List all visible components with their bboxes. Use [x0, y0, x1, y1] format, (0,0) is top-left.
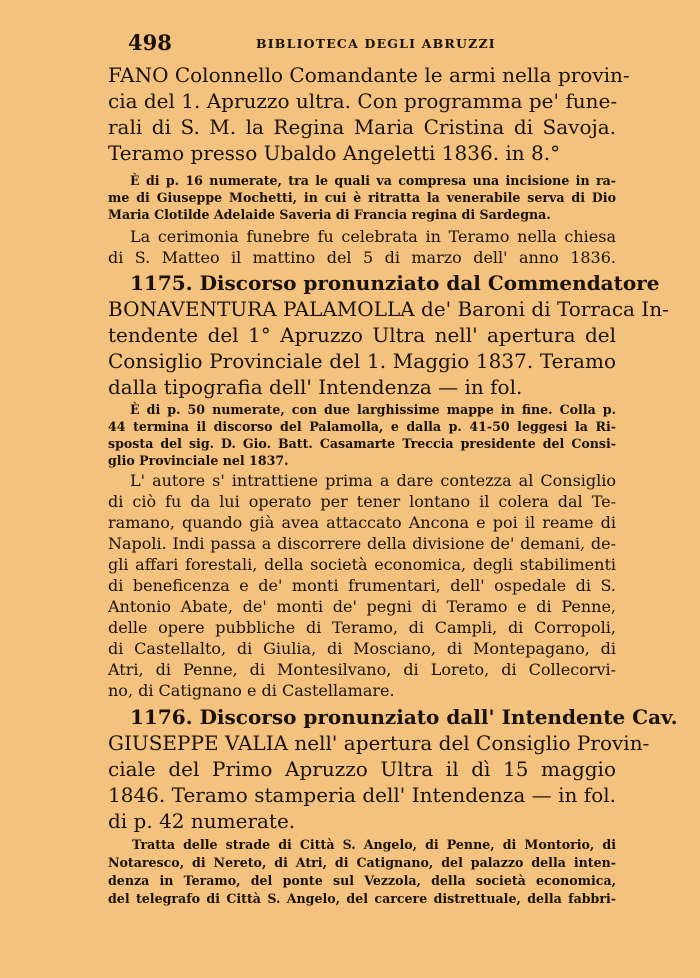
- entry-1176-line-5: di p. 42 numerate.: [108, 809, 296, 833]
- entry-1175-note-line-1: È di p. 50 numerate, con due larghissime mappe in fine. Colla p.: [130, 402, 616, 417]
- running-title: BIBLIOTECA DEGLI ABRUZZI: [256, 36, 496, 51]
- entry-1175-comment-line-3: ramano, quando già avea attaccato Ancona e poi il reame di: [108, 513, 616, 532]
- entry-1174-note-line-3: Maria Clotilde Adelaide Saveria di Francia regina di Sardegna.: [108, 207, 551, 222]
- entry-1175-line-2: BONAVENTURA PALAMOLLA de' Baroni di Torraca In-: [108, 297, 669, 321]
- entry-1175-comment-line-11: no, di Catignano e di Castellamare.: [108, 681, 395, 700]
- entry-1174-note-line-2: me di Giuseppe Mochetti, in cui è ritratta la venerabile serva di Dio: [108, 190, 616, 205]
- page-header: [128, 30, 616, 56]
- entry-1176-line-3: ciale del Primo Apruzzo Ultra il dì 15 maggio: [108, 757, 616, 781]
- entry-1175-comment-line-10: Atri, di Penne, di Montesilvano, di Loreto, di Collecorvi-: [108, 660, 616, 679]
- entry-1175-comment-line-5: gli affari forestali, della società economica, degli stabilimenti: [108, 555, 616, 574]
- entry-1175-line-3: tendente del 1° Apruzzo Ultra nell' apertura del: [108, 323, 616, 347]
- entry-1174-comment-line-2: di S. Matteo il mattino del 5 di marzo dell' anno 1836.: [108, 248, 616, 267]
- entry-1174-line-4: Teramo presso Ubaldo Angeletti 1836. in 8.°: [108, 141, 561, 165]
- entry-1175-comment-line-6: di beneficenza e de' monti frumentari, dell' ospedale di S.: [108, 576, 616, 595]
- entry-1174-line-3: rali di S. M. la Regina Maria Cristina di Savoja.: [108, 115, 616, 139]
- entry-1174-comment-line-1: La cerimonia funebre fu celebrata in Teramo nella chiesa: [130, 227, 616, 246]
- entry-1176-note-line-3: denza in Teramo, del ponte sul Vezzola, della società economica,: [108, 873, 616, 888]
- entry-1175-line-5: dalla tipografia dell' Intendenza — in fol.: [108, 375, 523, 399]
- entry-1175-comment-line-2: di ciò fu da lui operato per tener lontano il colera dal Te-: [108, 492, 616, 511]
- entry-1175-comment-line-1: L' autore s' intrattiene prima a dare contezza al Consiglio: [130, 471, 616, 490]
- entry-1175-comment-line-8: delle opere pubbliche di Teramo, di Campli, di Corropoli,: [108, 618, 616, 637]
- entry-1176-line-2: GIUSEPPE VALIA nell' apertura del Consiglio Provin-: [108, 731, 650, 755]
- entry-1174-line-1: FANO Colonnello Comandante le armi nella provin-: [108, 63, 630, 87]
- entry-1174-note-line-1: È di p. 16 numerate, tra le quali va compresa una incisione in ra-: [130, 173, 616, 188]
- entry-1175-note-line-2: 44 termina il discorso del Palamolla, e dalla p. 41-50 leggesi la Ri-: [108, 419, 616, 434]
- entry-1174-line-2: cia del 1. Apruzzo ultra. Con programma pe' fune-: [108, 89, 618, 113]
- entry-1175-note-line-3: sposta del sig. D. Gio. Batt. Casamarte Treccia presidente del Consi-: [108, 436, 616, 451]
- page-number: 498: [128, 30, 172, 55]
- entry-1175-comment-line-9: di Castellalto, di Giulia, di Mosciano, di Montepagano, di: [108, 639, 616, 658]
- entry-1176-line-1: 1176. Discorso pronunziato dall' Intendente Cav.: [130, 705, 678, 729]
- entry-1176-note-line-1: Tratta delle strade di Città S. Angelo, di Penne, di Montorio, di: [132, 837, 616, 852]
- entry-1175-comment-line-7: Antonio Abate, de' monti de' pegni di Teramo e di Penne,: [108, 597, 616, 616]
- entry-1176-note-line-4: del telegrafo di Città S. Angelo, del carcere distrettuale, della fabbri-: [108, 891, 616, 906]
- entry-1175-line-1: 1175. Discorso pronunziato dal Commendatore: [130, 271, 660, 295]
- entry-1175-comment-line-4: Napoli. Indi passa a discorrere della divisione de' demani, de-: [108, 534, 616, 553]
- entry-1176-line-4: 1846. Teramo stamperia dell' Intendenza — in fol.: [108, 783, 616, 807]
- entry-1175-line-4: Consiglio Provinciale del 1. Maggio 1837. Teramo: [108, 349, 616, 373]
- entry-1175-note-line-4: glio Provinciale nel 1837.: [108, 453, 289, 468]
- entry-1176-note-line-2: Notaresco, di Nereto, di Atri, di Catignano, del palazzo della inten-: [108, 855, 616, 870]
